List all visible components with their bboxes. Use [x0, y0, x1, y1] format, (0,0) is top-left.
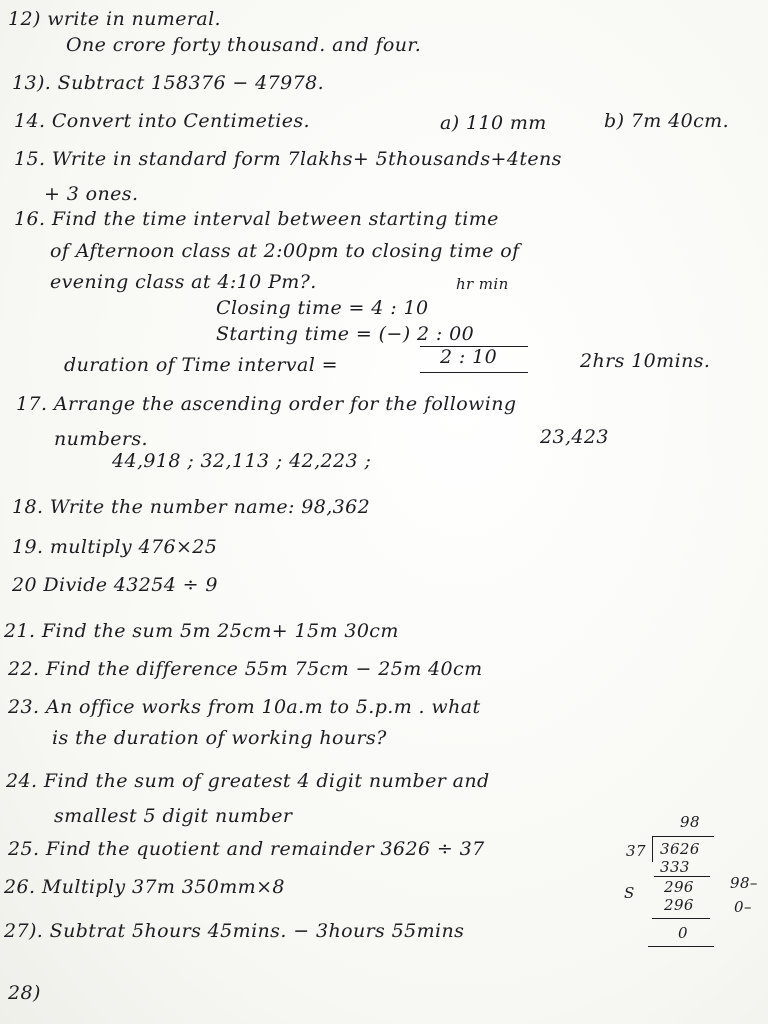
question-15-line-2: + 3 ones. — [44, 183, 139, 205]
division-dividend: 3626 — [660, 840, 700, 858]
question-16-line-1: 16. Find the time interval between starting time — [14, 208, 499, 230]
hour-minute-header: hr min — [456, 275, 509, 293]
question-20: 20 Divide 43254 ÷ 9 — [12, 574, 218, 596]
question-13: 13). Subtract 158376 − 47978. — [12, 72, 325, 94]
duration-answer: 2 : 10 — [440, 346, 498, 368]
division-rule-3 — [648, 946, 714, 947]
division-divisor: 37 — [626, 842, 646, 860]
division-bracket — [652, 836, 653, 862]
closing-time-row: Closing time = 4 : 10 — [216, 297, 429, 319]
subtraction-rule-bottom — [420, 372, 528, 373]
division-side-note-a: 98– — [730, 874, 758, 892]
division-step-2: 296 — [664, 878, 694, 896]
question-16-line-3: evening class at 4:10 Pm?. — [50, 271, 317, 293]
question-15-line-1: 15. Write in standard form 7lakhs+ 5thousands+4tens — [14, 148, 562, 170]
question-14-part-b: b) 7m 40cm. — [604, 110, 730, 132]
duration-label: duration of Time interval = — [64, 354, 338, 376]
numbers-list: 44,918 ; 32,113 ; 42,223 ; — [112, 450, 372, 472]
question-24-line-2: smallest 5 digit number — [54, 805, 293, 827]
question-25: 25. Find the quotient and remainder 3626 ÷ 37 — [8, 838, 485, 860]
question-16-line-2: of Afternoon class at 2:00pm to closing time of — [50, 240, 520, 262]
division-quotient: 98 — [680, 813, 700, 831]
question-12-line-2: One crore forty thousand. and four. — [66, 34, 422, 56]
question-17-line-1: 17. Arrange the ascending order for the following — [16, 393, 517, 415]
question-24-line-1: 24. Find the sum of greatest 4 digit number and — [6, 770, 490, 792]
question-12-line-1: 12) write in numeral. — [8, 8, 221, 30]
question-14-part-a: a) 110 mm — [440, 112, 547, 134]
question-14-text: 14. Convert into Centimeties. — [14, 110, 310, 132]
division-bar — [652, 836, 714, 837]
division-remainder: 0 — [678, 924, 688, 942]
division-rule-1 — [654, 876, 710, 877]
question-23-line-2: is the duration of working hours? — [52, 727, 387, 749]
question-27: 27). Subtrat 5hours 45mins. − 3hours 55mins — [4, 920, 465, 942]
division-rule-2 — [652, 918, 710, 919]
division-s-mark: S — [624, 884, 635, 902]
starting-time-row: Starting time = (−) 2 : 00 — [216, 323, 475, 345]
question-19: 19. multiply 476×25 — [12, 536, 218, 558]
question-21: 21. Find the sum 5m 25cm+ 15m 30cm — [4, 620, 399, 642]
question-28: 28) — [8, 982, 41, 1004]
division-step-3: 296 — [664, 896, 694, 914]
division-side-note-b: 0– — [734, 898, 752, 916]
question-23-line-1: 23. An office works from 10a.m to 5.p.m . what — [8, 696, 481, 718]
division-step-1: 333 — [660, 858, 690, 876]
question-22: 22. Find the difference 55m 75cm − 25m 40cm — [8, 658, 483, 680]
question-17-line-2: numbers. — [54, 428, 148, 450]
duration-result: 2hrs 10mins. — [580, 350, 711, 372]
number-23423: 23,423 — [540, 426, 609, 448]
question-26: 26. Multiply 37m 350mm×8 — [4, 876, 285, 898]
question-18: 18. Write the number name: 98,362 — [12, 496, 371, 518]
